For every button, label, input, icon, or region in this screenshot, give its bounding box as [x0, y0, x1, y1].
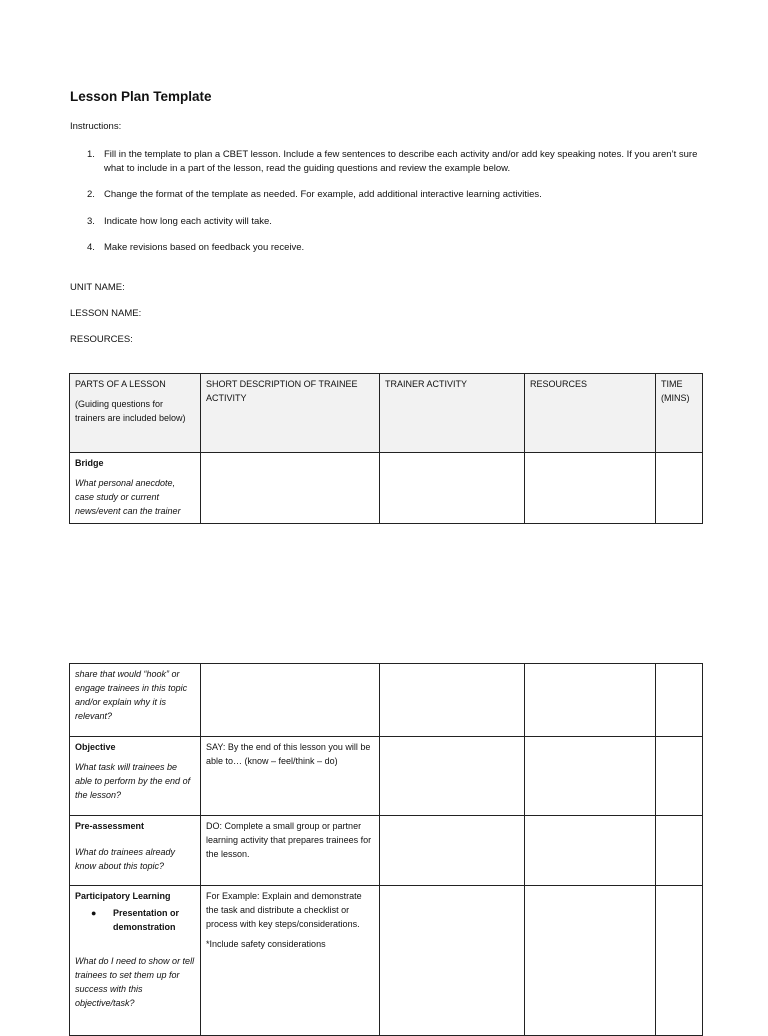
instruction-item — [70, 188, 700, 202]
header-time: TIME (MINS) — [656, 374, 703, 453]
cell-pre-assessment-description[interactable]: DO: Complete a small group or partner learning activity that prepares trainees for the lesson. — [201, 816, 380, 886]
row-question-objective: What task will trainees be able to perform by the end of the lesson? — [75, 762, 191, 800]
cell-pre-assessment-part — [70, 816, 201, 886]
instruction-text: Fill in the template to plan a CBET lesson. Include a few sentences to describe each activity and/or add key speaking notes. If you aren’t sure what to include in a part of the lesson, read the guiding questions and review the example below. — [104, 149, 698, 174]
resources-label: RESOURCES: — [70, 334, 133, 345]
participatory-bullet-text: Presentation or demonstration — [113, 908, 180, 932]
table-row-bridge — [70, 453, 703, 524]
page-title: Lesson Plan Template — [70, 89, 212, 104]
lesson-plan-table-part1 — [69, 373, 703, 524]
cell-participatory-time[interactable] — [656, 886, 703, 1036]
row-question-bridge-continued: share that would “hook” or engage trainees in this topic and/or explain why it is relevant? — [75, 669, 188, 721]
instruction-text: Make revisions based on feedback you receive. — [104, 242, 305, 253]
cell-pre-assessment-time[interactable] — [656, 816, 703, 886]
instructions-list — [70, 148, 700, 268]
table-header-row — [70, 374, 703, 453]
cell-objective-trainer[interactable] — [380, 737, 525, 816]
instruction-number: 1. — [87, 149, 95, 160]
lesson-name-label: LESSON NAME: — [70, 308, 142, 319]
cell-bridge-trainer[interactable] — [380, 453, 525, 524]
instruction-number: 4. — [87, 242, 95, 253]
row-question-pre-assessment: What do trainees already know about this topic? — [75, 847, 176, 871]
cell-pre-assessment-resources[interactable] — [525, 816, 656, 886]
cell-bridge-description[interactable] — [201, 453, 380, 524]
cell-bridge-resources-continued[interactable] — [525, 664, 656, 737]
instructions-label: Instructions: — [70, 121, 122, 132]
cell-bridge-time[interactable] — [656, 453, 703, 524]
participatory-bullet-list — [75, 906, 195, 934]
row-question-participatory: What do I need to show or tell trainees to set them up for success with this objective/task? — [75, 956, 195, 1008]
cell-participatory-part — [70, 886, 201, 1036]
cell-participatory-trainer[interactable] — [380, 886, 525, 1036]
table-row-bridge-continued — [70, 664, 703, 737]
cell-objective-resources[interactable] — [525, 737, 656, 816]
cell-bridge-trainer-continued[interactable] — [380, 664, 525, 737]
header-trainer-activity: TRAINER ACTIVITY — [380, 374, 525, 453]
participatory-safety-note: *Include safety considerations — [206, 939, 326, 949]
cell-bridge-part-continued — [70, 664, 201, 737]
instruction-item — [70, 148, 700, 175]
bullet-dot-icon: ● — [91, 908, 97, 918]
cell-pre-assessment-trainer[interactable] — [380, 816, 525, 886]
table-row-pre-assessment — [70, 816, 703, 886]
header-parts-note: (Guiding questions for trainers are included below) — [75, 399, 186, 423]
row-title-bridge: Bridge — [75, 458, 104, 468]
participatory-bullet-item — [91, 906, 195, 934]
instruction-number: 3. — [87, 215, 95, 227]
cell-objective-part — [70, 737, 201, 816]
instruction-item — [70, 241, 700, 255]
instruction-number: 2. — [87, 189, 95, 200]
cell-bridge-time-continued[interactable] — [656, 664, 703, 737]
header-resources: RESOURCES — [525, 374, 656, 453]
unit-name-label: UNIT NAME: — [70, 282, 125, 293]
row-question-bridge: What personal anecdote, case study or current news/event can the trainer — [75, 478, 181, 516]
cell-participatory-description[interactable] — [201, 886, 380, 1036]
header-parts-label: PARTS OF A LESSON — [75, 379, 166, 389]
instruction-text: Indicate how long each activity will take. — [104, 215, 272, 227]
cell-objective-time[interactable] — [656, 737, 703, 816]
table-row-participatory-learning — [70, 886, 703, 1036]
participatory-description-text: For Example: Explain and demonstrate the task and distribute a checklist or process with key steps/considerations. — [206, 891, 362, 929]
table-row-objective — [70, 737, 703, 816]
header-short-description: SHORT DESCRIPTION OF TRAINEE ACTIVITY — [201, 374, 380, 453]
row-title-objective: Objective — [75, 742, 116, 752]
instruction-text: Change the format of the template as needed. For example, add additional interactive learning activities. — [104, 189, 542, 200]
lesson-plan-table-part2 — [69, 663, 703, 1036]
header-parts-of-lesson — [70, 374, 201, 453]
instruction-item — [70, 215, 700, 229]
cell-bridge-resources[interactable] — [525, 453, 656, 524]
cell-objective-description[interactable]: SAY: By the end of this lesson you will be able to… (know – feel/think – do) — [201, 737, 380, 816]
row-title-participatory: Participatory Learning — [75, 891, 171, 901]
row-title-pre-assessment: Pre-assessment — [75, 821, 145, 831]
cell-bridge-description-continued[interactable] — [201, 664, 380, 737]
cell-bridge-part — [70, 453, 201, 524]
cell-participatory-resources[interactable] — [525, 886, 656, 1036]
